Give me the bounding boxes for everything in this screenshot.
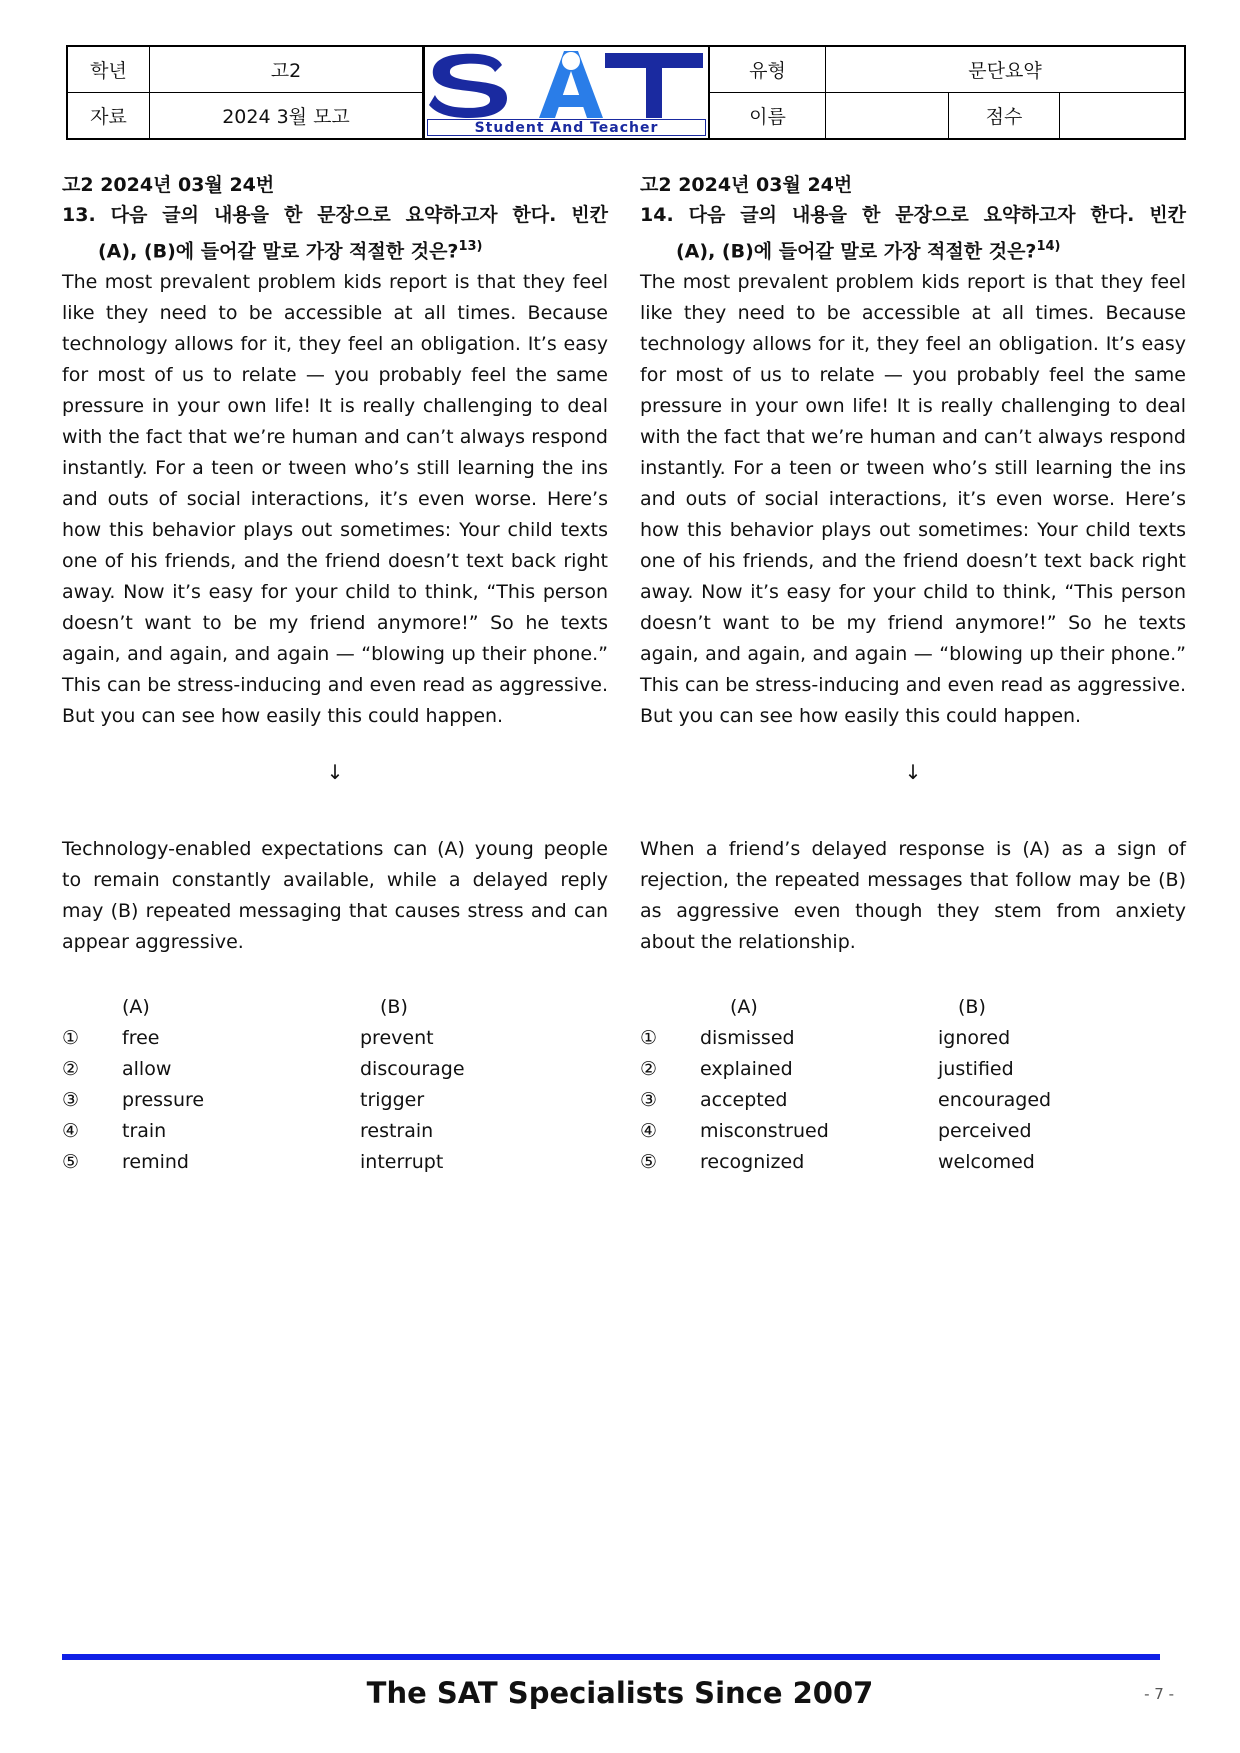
- summary-sentence: When a friend’s delayed response is (A) as a sign of rejection, the repeated messages that follow may be (B) as aggressive even though they stem from anxiety about the relationship.: [640, 838, 1186, 954]
- answer-option-4[interactable]: [640, 1116, 1186, 1147]
- answer-option-3[interactable]: [62, 1085, 608, 1116]
- options-header: [62, 992, 608, 1023]
- option-number: ①: [62, 1027, 80, 1050]
- answer-option-2[interactable]: [62, 1054, 608, 1085]
- answer-option-4[interactable]: [62, 1116, 608, 1147]
- options-header: [640, 992, 1186, 1023]
- option-a: recognized: [700, 1151, 805, 1174]
- question-source: 고2 2024년 03월 24번: [640, 174, 853, 196]
- answer-option-2[interactable]: [640, 1054, 1186, 1085]
- option-a: accepted: [700, 1089, 788, 1112]
- option-a: misconstrued: [700, 1120, 829, 1143]
- option-number: ③: [62, 1089, 80, 1112]
- option-b: trigger: [360, 1089, 425, 1112]
- score-label: 점수: [949, 93, 1060, 138]
- question-title-text: (A), (B)에 들어갈 말로 가장 적절한 것은?: [98, 240, 459, 263]
- option-b: justified: [938, 1058, 1014, 1081]
- question-13: [62, 170, 608, 1178]
- header-divider-right: [710, 92, 1184, 93]
- option-a: free: [122, 1027, 160, 1050]
- option-b: discourage: [360, 1058, 465, 1081]
- option-a: allow: [122, 1058, 172, 1081]
- material-value: 2024 3월 모고: [150, 93, 423, 138]
- question-title-line2: [640, 231, 1186, 267]
- down-arrow-icon: ↓: [904, 760, 922, 785]
- page-number: - 7 -: [1144, 1685, 1174, 1703]
- grade-value: 고2: [150, 47, 423, 92]
- option-a: dismissed: [700, 1027, 795, 1050]
- answer-option-3[interactable]: [640, 1085, 1186, 1116]
- option-b: welcomed: [938, 1151, 1035, 1174]
- column-a-header: (A): [730, 996, 758, 1019]
- header-table: [66, 45, 1186, 140]
- answer-options: [62, 992, 608, 1178]
- answer-option-1[interactable]: [62, 1023, 608, 1054]
- question-14: [640, 170, 1186, 1178]
- option-b: ignored: [938, 1027, 1011, 1050]
- material-label: 자료: [68, 93, 150, 138]
- option-a: train: [122, 1120, 167, 1143]
- option-b: restrain: [360, 1120, 434, 1143]
- option-number: ④: [62, 1120, 80, 1143]
- passage-text: The most prevalent problem kids report is that they feel like they need to be accessible at all times. Because technology allows for it, they feel an obligation. It’s easy for most of us to relate — you probably feel the same pressure in your own life! It is really challenging to deal with the fact that we’re human and can’t always respond instantly. For a teen or tween who’s still learning the ins and outs of social interactions, it’s even worse. Here’s how this behavior plays out sometimes: Your child texts one of his friends, and the friend doesn’t text back right away. Now it’s easy for your child to think, “This person doesn’t want to be my friend anymore!” So he texts again, and again, and again — “blowing up their phone.” This can be stress-inducing and even read as aggressive. But you can see how easily this could happen.: [62, 271, 608, 728]
- answer-options: [640, 992, 1186, 1178]
- option-number: ⑤: [62, 1151, 80, 1174]
- option-a: explained: [700, 1058, 793, 1081]
- name-field[interactable]: [826, 93, 949, 138]
- question-title-line2: [62, 231, 608, 267]
- footer-slogan: The SAT Specialists Since 2007: [366, 1676, 874, 1710]
- answer-option-1[interactable]: [640, 1023, 1186, 1054]
- option-b: perceived: [938, 1120, 1032, 1143]
- sat-logo-graphic: [427, 49, 708, 119]
- score-field[interactable]: [1060, 93, 1184, 138]
- logo-subtitle: Student And Teacher: [427, 119, 706, 136]
- down-arrow-icon: ↓: [326, 760, 344, 785]
- column-a-header: (A): [122, 996, 150, 1019]
- option-a: remind: [122, 1151, 189, 1174]
- column-b-header: (B): [380, 996, 408, 1019]
- option-b: interrupt: [360, 1151, 444, 1174]
- option-number: ②: [640, 1058, 658, 1081]
- column-b-header: (B): [958, 996, 986, 1019]
- footnote-marker: 13): [458, 239, 483, 254]
- option-number: ①: [640, 1027, 658, 1050]
- passage-text: The most prevalent problem kids report is that they feel like they need to be accessible at all times. Because technology allows for it, they feel an obligation. It’s easy for most of us to relate — you probably feel the same pressure in your own life! It is really challenging to deal with the fact that we’re human and can’t always respond instantly. For a teen or tween who’s still learning the ins and outs of social interactions, it’s even worse. Here’s how this behavior plays out sometimes: Your child texts one of his friends, and the friend doesn’t text back right away. Now it’s easy for your child to think, “This person doesn’t want to be my friend anymore!” So he texts again, and again, and again — “blowing up their phone.” This can be stress-inducing and even read as aggressive. But you can see how easily this could happen.: [640, 271, 1186, 728]
- name-label: 이름: [710, 93, 826, 138]
- answer-option-5[interactable]: [640, 1147, 1186, 1178]
- question-title-line1: 13. 다음 글의 내용을 한 문장으로 요약하고자 한다. 빈칸: [62, 204, 608, 226]
- answer-option-5[interactable]: [62, 1147, 608, 1178]
- question-source: 고2 2024년 03월 24번: [62, 174, 275, 196]
- option-b: prevent: [360, 1027, 434, 1050]
- option-number: ⑤: [640, 1151, 658, 1174]
- option-b: encouraged: [938, 1089, 1052, 1112]
- option-number: ④: [640, 1120, 658, 1143]
- option-number: ②: [62, 1058, 80, 1081]
- footer-rule: [62, 1654, 1160, 1660]
- option-number: ③: [640, 1089, 658, 1112]
- header-divider-left: [68, 92, 423, 93]
- type-value: 문단요약: [968, 60, 1042, 82]
- type-label: 유형: [710, 47, 826, 92]
- sat-logo: [423, 47, 710, 138]
- option-a: pressure: [122, 1089, 205, 1112]
- footnote-marker: 14): [1036, 239, 1061, 254]
- question-title-line1: 14. 다음 글의 내용을 한 문장으로 요약하고자 한다. 빈칸: [640, 204, 1186, 226]
- grade-label: 학년: [68, 47, 150, 92]
- question-title-text: (A), (B)에 들어갈 말로 가장 적절한 것은?: [676, 240, 1037, 263]
- summary-sentence: Technology-enabled expectations can (A) young people to remain constantly available, while a delayed reply may (B) repeated messaging that causes stress and can appear aggressive.: [62, 838, 608, 954]
